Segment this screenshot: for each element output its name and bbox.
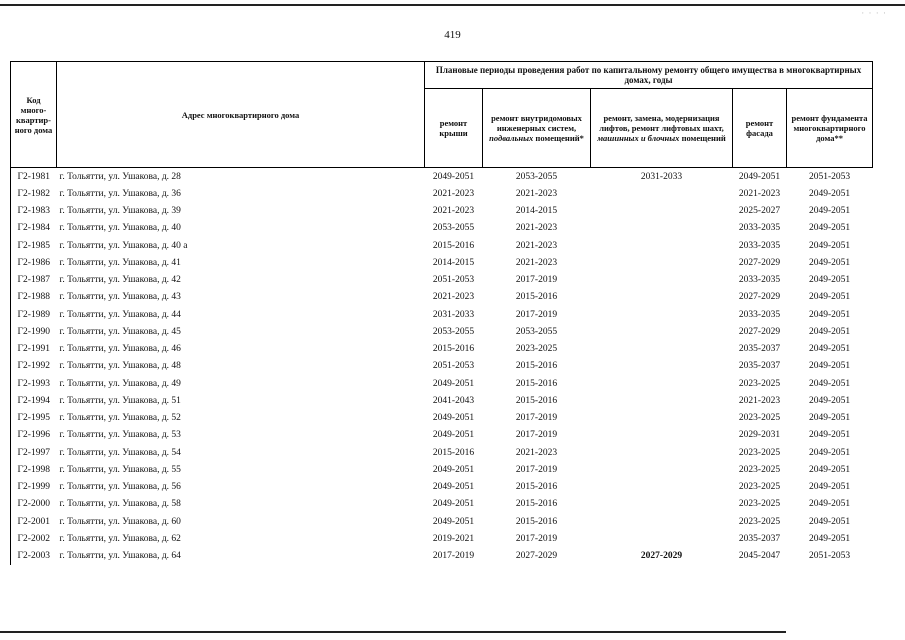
table-row [11,289,873,306]
house-code-cell: Г2-1992 [11,358,57,375]
house-code-cell: Г2-1994 [11,392,57,409]
roof-period-cell: 2015-2016 [432,240,475,251]
table-row [11,410,873,427]
table-row [11,496,873,513]
roof-column-header: ремонт крыши [425,89,483,168]
engineering-period-cell: 2015-2016 [515,482,558,493]
lift-period-cell [591,237,733,254]
facade-period-cell: 2023-2025 [738,516,781,527]
scan-mark: · · · · [861,8,887,18]
engineering-period-cell: 2053-2055 [515,326,558,337]
roof-period-cell: 2015-2016 [432,344,475,355]
foundation-period-cell: 2051-2053 [787,168,873,186]
house-code-cell: Г2-1987 [11,272,57,289]
facade-period-cell: 2035-2037 [738,361,781,372]
engineering-period-cell: 2014-2015 [515,206,558,217]
roof-period-cell: 2019-2021 [432,533,475,544]
lift-period-cell [591,341,733,358]
facade-period-cell: 2021-2023 [738,188,781,199]
facade-period-cell: 2023-2025 [738,447,781,458]
engineering-period-cell: 2021-2023 [515,447,558,458]
lift-header-line-c: помещений [681,133,726,143]
lift-header-line-b: машинных и блочных [597,133,680,143]
lift-period-cell [591,185,733,202]
address-cell: г. Тольятти, ул. Ушакова, д. 43 [59,292,181,303]
table-row [11,254,873,271]
engineering-period-cell: 2015-2016 [515,292,558,303]
house-code-cell: Г2-2000 [11,496,57,513]
facade-period-cell: 2027-2029 [738,257,781,268]
house-code-cell: Г2-1998 [11,461,57,478]
house-code-cell: Г2-1999 [11,479,57,496]
foundation-period-cell: 2049-2051 [808,378,851,389]
foundation-period-cell: 2049-2051 [808,344,851,355]
facade-period-cell: 2045-2047 [738,551,781,562]
foundation-period-cell: 2049-2051 [808,499,851,510]
lift-period-cell [591,375,733,392]
lift-period-cell [591,444,733,461]
address-cell: г. Тольятти, ул. Ушакова, д. 28 [57,168,425,186]
foundation-period-cell: 2049-2051 [808,206,851,217]
address-cell: г. Тольятти, ул. Ушакова, д. 60 [59,516,181,527]
house-code-cell: Г2-1993 [11,375,57,392]
foundation-period-cell: 2049-2051 [808,516,851,527]
address-cell: г. Тольятти, ул. Ушакова, д. 41 [59,257,181,268]
house-code-cell: Г2-1990 [11,323,57,340]
roof-period-cell: 2021-2023 [432,206,475,217]
bottom-rule [0,631,786,633]
engineering-period-cell: 2017-2019 [515,464,558,475]
table-row [11,237,873,254]
table-row [11,479,873,496]
engineering-header-line-a: ремонт внутридомовых инженерных систем, [491,113,582,133]
address-cell: г. Тольятти, ул. Ушакова, д. 49 [59,378,181,389]
address-cell: г. Тольятти, ул. Ушакова, д. 40 [59,223,181,234]
address-cell: г. Тольятти, ул. Ушакова, д. 54 [59,447,181,458]
table-row [11,392,873,409]
address-cell: г. Тольятти, ул. Ушакова, д. 39 [59,206,181,217]
roof-period-cell: 2049-2051 [432,378,475,389]
engineering-column-header [483,89,591,168]
table-row [11,375,873,392]
top-rule [0,4,905,6]
lift-period-cell [591,254,733,271]
page-number: 419 [444,29,461,41]
lift-period-cell: 2031-2033 [591,168,733,186]
facade-period-cell: 2027-2029 [738,326,781,337]
engineering-period-cell: 2015-2016 [515,516,558,527]
roof-period-cell: 2049-2051 [425,168,483,186]
foundation-period-cell: 2049-2051 [808,188,851,199]
lift-period-cell [591,358,733,375]
facade-period-cell: 2023-2025 [738,499,781,510]
house-code-cell: Г2-1997 [11,444,57,461]
roof-period-cell: 2053-2055 [432,326,475,337]
roof-period-cell: 2051-2053 [432,361,475,372]
foundation-period-cell: 2049-2051 [808,275,851,286]
lift-period-cell [591,272,733,289]
foundation-period-cell: 2049-2051 [808,257,851,268]
address-cell: г. Тольятти, ул. Ушакова, д. 46 [59,344,181,355]
engineering-period-cell: 2015-2016 [515,361,558,372]
lift-period-cell [591,220,733,237]
house-code-cell: Г2-1995 [11,410,57,427]
house-code-cell: Г2-2002 [11,530,57,547]
foundation-period-cell: 2049-2051 [808,326,851,337]
house-code-cell: Г2-2001 [11,513,57,530]
lift-period-cell [591,289,733,306]
table-row [11,461,873,478]
house-code-cell: Г2-1989 [11,306,57,323]
facade-period-cell: 2033-2035 [738,240,781,251]
address-cell: г. Тольятти, ул. Ушакова, д. 48 [59,361,181,372]
table-row [11,548,873,565]
roof-period-cell: 2049-2051 [432,482,475,493]
engineering-header-line-c: помещений* [535,133,584,143]
address-cell: г. Тольятти, ул. Ушакова, д. 44 [59,309,181,320]
facade-period-cell: 2033-2035 [738,309,781,320]
lift-column-header [591,89,733,168]
foundation-period-cell: 2049-2051 [808,430,851,441]
table-row [11,513,873,530]
facade-period-cell: 2029-2031 [738,430,781,441]
foundation-period-cell: 2049-2051 [808,240,851,251]
roof-period-cell: 2051-2053 [432,275,475,286]
foundation-period-cell: 2049-2051 [808,309,851,320]
lift-period-cell [591,203,733,220]
roof-period-cell: 2049-2051 [432,516,475,527]
house-code-cell: Г2-1991 [11,341,57,358]
facade-period-cell: 2035-2037 [738,344,781,355]
roof-period-cell: 2049-2051 [432,413,475,424]
table-row [11,323,873,340]
roof-period-cell: 2014-2015 [432,257,475,268]
house-code-cell: Г2-1988 [11,289,57,306]
lift-period-cell [591,461,733,478]
roof-period-cell: 2049-2051 [432,430,475,441]
roof-period-cell: 2015-2016 [432,447,475,458]
engineering-period-cell: 2023-2025 [515,344,558,355]
foundation-period-cell: 2049-2051 [808,395,851,406]
lift-period-cell [591,410,733,427]
lift-period-cell [591,496,733,513]
address-cell: г. Тольятти, ул. Ушакова, д. 58 [59,499,181,510]
engineering-header-line-b: подвальных [489,133,534,143]
address-cell: г. Тольятти, ул. Ушакова, д. 51 [59,395,181,406]
address-cell: г. Тольятти, ул. Ушакова, д. 45 [59,326,181,337]
facade-period-cell: 2035-2037 [738,533,781,544]
lift-header-line-a: ремонт, замена, модернизация лифтов, ремонт лифтовых шахт, [599,113,724,133]
foundation-period-cell: 2049-2051 [808,361,851,372]
house-code-cell: Г2-1986 [11,254,57,271]
facade-period-cell: 2023-2025 [738,378,781,389]
table-header [11,62,873,168]
facade-period-cell: 2027-2029 [738,292,781,303]
engineering-period-cell: 2015-2016 [515,378,558,389]
foundation-period-cell: 2049-2051 [808,223,851,234]
facade-period-cell: 2021-2023 [738,395,781,406]
address-cell: г. Тольятти, ул. Ушакова, д. 62 [59,533,181,544]
foundation-period-cell: 2049-2051 [808,447,851,458]
house-code-cell: Г2-1983 [11,203,57,220]
table-row [11,185,873,202]
lift-period-cell: 2027-2029 [640,551,683,562]
address-cell: г. Тольятти, ул. Ушакова, д. 36 [59,188,181,199]
house-code-cell: Г2-1984 [11,220,57,237]
facade-period-cell: 2023-2025 [738,413,781,424]
roof-period-cell: 2021-2023 [432,292,475,303]
lift-period-cell [591,323,733,340]
facade-period-cell: 2049-2051 [733,168,787,186]
roof-period-cell: 2049-2051 [432,464,475,475]
house-code-cell: Г2-1996 [11,427,57,444]
lift-period-cell [591,513,733,530]
table-row [11,341,873,358]
roof-period-cell: 2031-2033 [432,309,475,320]
house-code-cell: Г2-1981 [11,168,57,186]
lift-period-cell [591,530,733,547]
engineering-period-cell: 2017-2019 [515,430,558,441]
engineering-period-cell: 2021-2023 [515,188,558,199]
lift-period-cell [591,479,733,496]
facade-column-header: ремонт фасада [733,89,787,168]
foundation-period-cell: 2049-2051 [808,464,851,475]
foundation-period-cell: 2049-2051 [808,533,851,544]
code-column-header: Код много-квартир-ного дома [11,62,57,168]
address-cell: г. Тольятти, ул. Ушакова, д. 52 [59,413,181,424]
table-row [11,272,873,289]
engineering-period-cell: 2015-2016 [515,499,558,510]
engineering-period-cell: 2027-2029 [515,551,558,562]
address-cell: г. Тольятти, ул. Ушакова, д. 53 [59,430,181,441]
periods-group-header: Плановые периоды проведения работ по капитальному ремонту общего имущества в многоквартирных домах, годы [425,62,873,89]
lift-period-cell [591,306,733,323]
roof-period-cell: 2021-2023 [432,188,475,199]
table-row [11,444,873,461]
table-row [11,530,873,547]
engineering-period-cell: 2021-2023 [515,257,558,268]
lift-period-cell [591,392,733,409]
table-row [11,203,873,220]
house-code-cell: Г2-1985 [11,237,57,254]
foundation-period-cell: 2049-2051 [808,413,851,424]
repair-schedule-table [10,61,873,565]
engineering-period-cell: 2017-2019 [515,413,558,424]
table-row [11,358,873,375]
foundation-period-cell: 2049-2051 [808,482,851,493]
roof-period-cell: 2053-2055 [432,223,475,234]
engineering-period-cell: 2053-2055 [483,168,591,186]
engineering-period-cell: 2021-2023 [515,240,558,251]
engineering-period-cell: 2015-2016 [515,395,558,406]
facade-period-cell: 2023-2025 [738,482,781,493]
address-cell: г. Тольятти, ул. Ушакова, д. 64 [59,551,181,562]
table-row [11,427,873,444]
engineering-period-cell: 2017-2019 [515,275,558,286]
foundation-period-cell: 2049-2051 [808,292,851,303]
engineering-period-cell: 2017-2019 [515,309,558,320]
facade-period-cell: 2033-2035 [738,223,781,234]
address-cell: г. Тольятти, ул. Ушакова, д. 56 [59,482,181,493]
lift-period-cell [591,427,733,444]
roof-period-cell: 2041-2043 [432,395,475,406]
address-cell: г. Тольятти, ул. Ушакова, д. 42 [59,275,181,286]
facade-period-cell: 2023-2025 [738,464,781,475]
house-code-cell: Г2-2003 [11,548,57,565]
house-code-cell: Г2-1982 [11,185,57,202]
table-row [11,168,873,186]
address-cell: г. Тольятти, ул. Ушакова, д. 55 [59,464,181,475]
address-cell: г. Тольятти, ул. Ушакова, д. 40 а [59,240,188,251]
roof-period-cell: 2017-2019 [432,551,475,562]
facade-period-cell: 2033-2035 [738,275,781,286]
foundation-column-header: ремонт фундамента многоквартирного дома** [787,89,873,168]
engineering-period-cell: 2021-2023 [515,223,558,234]
table-body [11,168,873,565]
foundation-period-cell: 2051-2053 [808,551,851,562]
engineering-period-cell: 2017-2019 [515,533,558,544]
facade-period-cell: 2025-2027 [738,206,781,217]
table-row [11,220,873,237]
table-row [11,306,873,323]
roof-period-cell: 2049-2051 [432,499,475,510]
address-column-header: Адрес многоквартирного дома [57,62,425,168]
